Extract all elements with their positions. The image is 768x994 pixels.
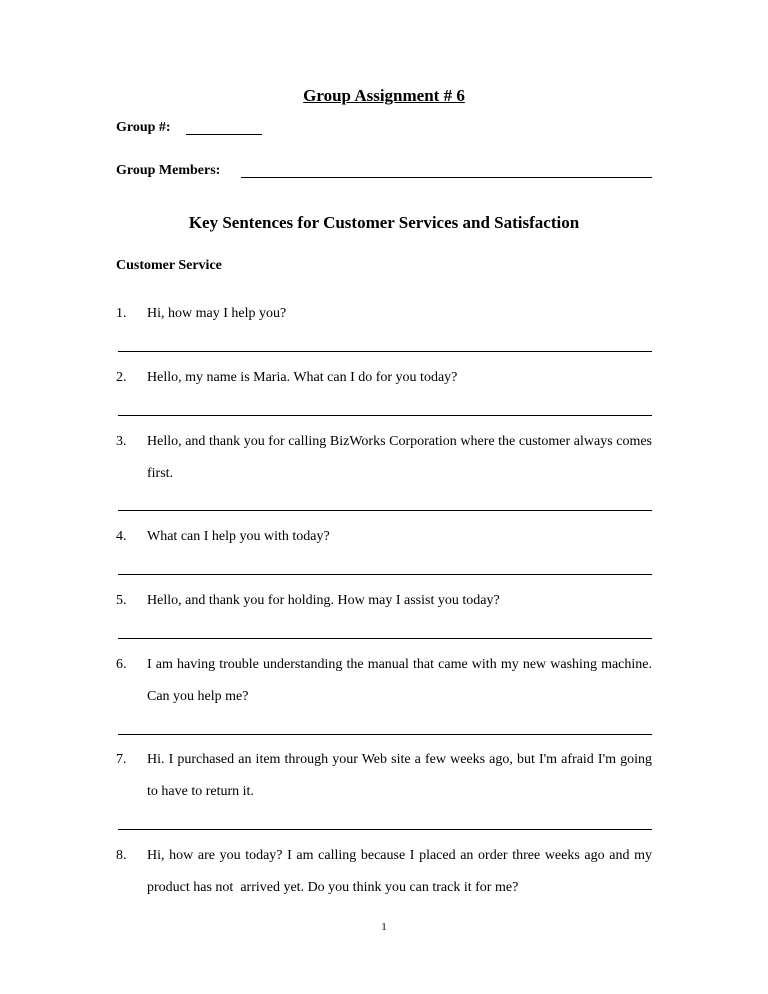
- answer-line[interactable]: [118, 574, 652, 575]
- group-number-field: [116, 120, 171, 136]
- answer-line[interactable]: [118, 734, 652, 735]
- item-text: Hello, and thank you for holding. How may I assist you today?: [147, 593, 500, 608]
- list-item: [116, 434, 652, 490]
- item-number: 3.: [116, 434, 127, 449]
- document-title: Group Assignment # 6: [303, 86, 465, 105]
- list-item: [116, 593, 652, 617]
- item-number: 4.: [116, 529, 127, 544]
- item-text: Hi, how may I help you?: [147, 306, 287, 321]
- group-number-label: Group #:: [116, 120, 171, 135]
- list-item: [116, 370, 652, 394]
- item-number: 2.: [116, 370, 127, 385]
- list-item: [116, 529, 652, 553]
- answer-line[interactable]: [118, 510, 652, 511]
- answer-line[interactable]: [118, 351, 652, 352]
- item-number: 7.: [116, 752, 127, 767]
- list-item: [116, 306, 652, 330]
- item-text: Hi, how are you today? I am calling because I placed an order three weeks ago and my product has not arrived yet. Do you think you can track it for me?: [147, 848, 656, 895]
- item-text: Hello, and thank you for calling BizWorks Corporation where the customer always comes first.: [147, 434, 652, 481]
- list-item: [116, 752, 652, 808]
- subsection-title: Customer Service: [116, 258, 222, 273]
- group-members-field: [116, 163, 220, 179]
- list-item: [116, 848, 656, 904]
- answer-line[interactable]: [118, 415, 652, 416]
- item-text: What can I help you with today?: [147, 529, 330, 544]
- section-heading: Key Sentences for Customer Services and Satisfaction: [188, 213, 580, 232]
- item-number: 5.: [116, 593, 127, 608]
- item-number: 6.: [116, 657, 127, 672]
- answer-line[interactable]: [118, 829, 652, 830]
- group-members-blank[interactable]: [241, 177, 652, 178]
- list-item: [116, 657, 652, 713]
- item-number: 1.: [116, 306, 127, 321]
- item-text: Hi. I purchased an item through your Web site a few weeks ago, but I'm afraid I'm going to have to return it.: [147, 752, 652, 799]
- group-number-blank[interactable]: [186, 134, 262, 135]
- item-text: I am having trouble understanding the manual that came with my new washing machine. Can you help me?: [147, 657, 652, 704]
- item-number: 8.: [116, 848, 127, 863]
- group-members-label: Group Members:: [116, 163, 221, 178]
- page-number: 1: [381, 921, 387, 933]
- item-text: Hello, my name is Maria. What can I do for you today?: [147, 370, 458, 385]
- answer-line[interactable]: [118, 638, 652, 639]
